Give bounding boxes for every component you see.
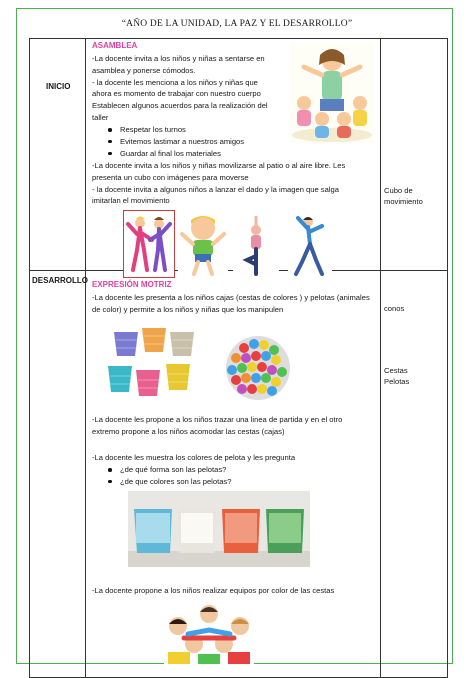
text-line: presenta un cubo con imágenes para moverse: [92, 172, 249, 182]
text-line: ahora es momento de trabajar con nuestro cuerpo: [92, 89, 261, 99]
baskets-image: [104, 320, 204, 404]
text-line: de color) y permite a los niños y niñas que los manipulen: [92, 304, 284, 314]
phase-desarrollo: DESARROLLO: [32, 276, 88, 285]
section-title-asamblea: ASAMBLEA: [92, 41, 138, 50]
resource-cubo: [384, 186, 423, 207]
page-title: “AÑO DE LA UNIDAD, LA PAZ Y EL DESARROLLO”: [121, 19, 353, 29]
balls-image: [220, 330, 296, 404]
column-divider: [85, 39, 86, 677]
resource-cestas: Cestas: [384, 366, 408, 375]
text-line: -La docente les propone a los niños trazar una linea de partida y en el otro: [92, 415, 343, 424]
tree-pose-image: [233, 212, 279, 278]
text-line: taller: [92, 112, 109, 122]
list-item: ¿de que colores son las pelotas?: [92, 476, 231, 488]
text-line: - la docente les menciona a los niños y niñas que: [92, 77, 258, 87]
section-title-expresion-motriz: EXPRESIÓN MOTRIZ: [92, 280, 172, 289]
text-line: asamblea y ponerse cómodos.: [92, 65, 196, 75]
column-divider: [380, 39, 381, 677]
expresion-intro-text: [92, 292, 387, 316]
colored-baskets-photo: [128, 491, 310, 567]
list-item: ¿de qué forma son las pelotas?: [92, 464, 231, 476]
text-line: -La docente invita a los niños y niñas movilizarse al patio o al aire libre. Les: [92, 161, 346, 170]
text-line: Establecen algunos acuerdos para la realización del: [92, 101, 268, 111]
colores-text: -La docente les muestra los colores de pelota y les pregunta: [92, 453, 296, 462]
kids-team-image: [164, 604, 254, 664]
text-line: imitarlan el movimiento: [92, 196, 170, 206]
text-line: - la docente invita a algunos niños a lanzar el dado y la imagen que salga: [92, 184, 339, 194]
assembly-illustration: [290, 43, 374, 143]
rules-list: [92, 124, 244, 159]
phase-inicio: INICIO: [46, 82, 71, 91]
equipos-text: -La docente propone a los niños realizar equipos por color de las cestas: [92, 586, 335, 595]
text-line: -La docente invita a los niños y niñas a sentarse en: [92, 54, 265, 63]
jumping-kid-image: [178, 210, 228, 278]
list-item: Respetar los turnos: [92, 124, 244, 136]
stretch-pose-image: [288, 212, 332, 278]
resource-line: Cubo de: [384, 186, 413, 195]
resource-line: movimiento: [384, 196, 423, 206]
text-line: extremo propone a los niños acomodar las cestas (cajas): [92, 426, 285, 436]
trazar-text: [92, 414, 382, 438]
text-line: -La docente les presenta a los niños cajas (cestas de colores ) y pelotas (animales: [92, 293, 370, 302]
resource-conos: conos: [384, 304, 405, 313]
movement-text: [92, 160, 382, 207]
questions-list: [92, 464, 231, 488]
asamblea-text: [92, 53, 292, 124]
list-item: Guardar al final los materiales: [92, 148, 244, 160]
dance-image: [123, 210, 175, 278]
list-item: Evitemos lastimar a nuestros amigos: [92, 136, 244, 148]
resource-pelotas: Pelotas: [384, 377, 410, 386]
